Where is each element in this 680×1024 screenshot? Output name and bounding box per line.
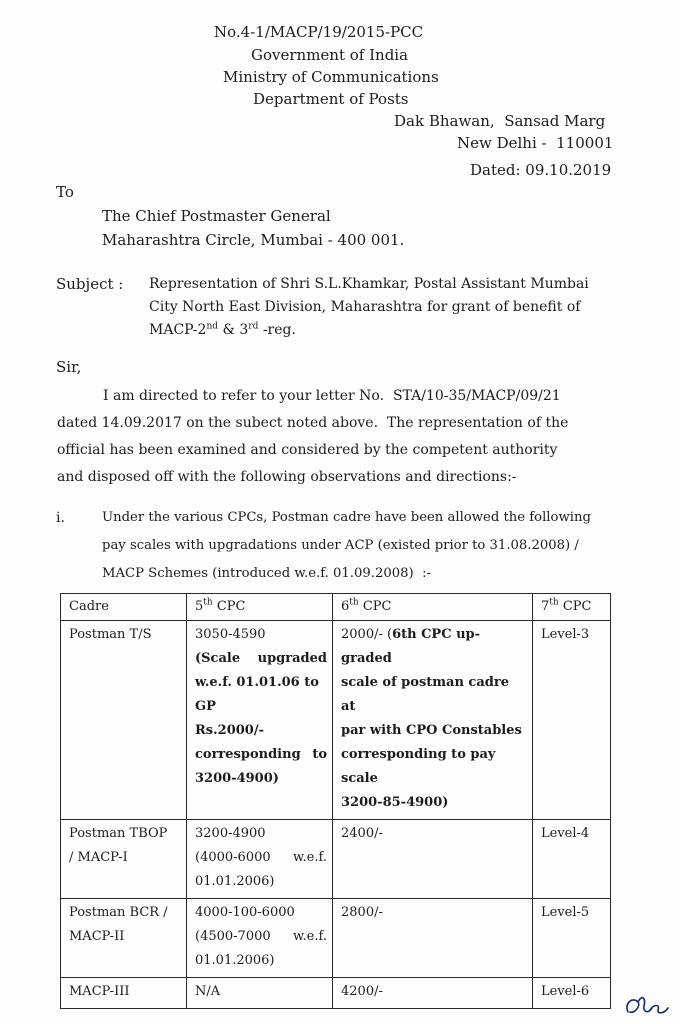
subject-line-3 bbox=[149, 322, 296, 338]
subject-line-1: Representation of Shri S.L.Khamkar, Postal Assistant Mumbai bbox=[149, 276, 589, 292]
table-row bbox=[61, 820, 611, 899]
header-5th-cpc: 5th CPC bbox=[187, 594, 333, 621]
to-label: To bbox=[56, 183, 74, 201]
point-line-2: pay scales with upgradations under ACP (existed prior to 31.08.2008) / bbox=[102, 538, 579, 553]
cpc5-cell: 3200-4900 (4000-6000 w.e.f. 01.01.2006) bbox=[187, 820, 333, 899]
point-line-3: MACP Schemes (introduced w.e.f. 01.09.2008) :- bbox=[102, 566, 431, 581]
header-7th-cpc: 7th CPC bbox=[533, 594, 611, 621]
subject-amp: & 3 bbox=[218, 322, 249, 338]
addressee-line-1: The Chief Postmaster General bbox=[102, 207, 331, 225]
subject-macp: MACP-2 bbox=[149, 322, 207, 338]
address-line-2: New Delhi - 110001 bbox=[457, 134, 614, 152]
table-row bbox=[61, 978, 611, 1009]
government-line: Government of India bbox=[251, 46, 409, 64]
signature-initials bbox=[622, 990, 670, 1020]
body-line-4: and disposed off with the following observations and directions:- bbox=[57, 469, 517, 485]
cpc7-cell: Level-5 bbox=[533, 899, 611, 978]
body-line-2: dated 14.09.2017 on the subect noted above. The representation of the bbox=[57, 415, 569, 431]
cpc6-cell: 4200/- bbox=[333, 978, 533, 1009]
table-header-row bbox=[61, 594, 611, 621]
header-6th-cpc: 6th CPC bbox=[333, 594, 533, 621]
file-number: No.4-1/MACP/19/2015-PCC bbox=[214, 23, 424, 41]
cpc7-cell: Level-3 bbox=[533, 621, 611, 820]
subject-reg: -reg. bbox=[258, 322, 296, 338]
cpc5-cell: 3050-4590 (Scale upgraded w.e.f. 01.01.06 to GP Rs.2000/- corresponding to 3200-4900) bbox=[187, 621, 333, 820]
cadre-cell: Postman TBOP / MACP-I bbox=[61, 820, 187, 899]
ministry-line: Ministry of Communications bbox=[223, 68, 439, 86]
cpc5-cell: N/A bbox=[187, 978, 333, 1009]
salutation: Sir, bbox=[56, 358, 82, 376]
body-line-1: I am directed to refer to your letter No. STA/10-35/MACP/09/21 bbox=[103, 388, 561, 404]
subject-line-2: City North East Division, Maharashtra for grant of benefit of bbox=[149, 299, 581, 315]
cpc6-cell: 2000/- (6th CPC up-graded scale of postman cadre at par with CPO Constables corresponding to pay scale 3200-85-4900) bbox=[333, 621, 533, 820]
point-marker: i. bbox=[56, 510, 65, 526]
department-line: Department of Posts bbox=[253, 90, 409, 108]
subject-sup-rd: rd bbox=[248, 321, 259, 332]
subject-label: Subject : bbox=[56, 275, 124, 293]
cadre-cell: Postman T/S bbox=[61, 621, 187, 820]
letter-date: Dated: 09.10.2019 bbox=[470, 161, 612, 179]
pay-scale-table bbox=[60, 593, 611, 1009]
cpc7-cell: Level-4 bbox=[533, 820, 611, 899]
header-cadre: Cadre bbox=[61, 594, 187, 621]
cpc5-cell: 4000-100-6000 (4500-7000 w.e.f. 01.01.2006) bbox=[187, 899, 333, 978]
subject-sup-nd: nd bbox=[206, 321, 219, 332]
point-line-1: Under the various CPCs, Postman cadre have been allowed the following bbox=[102, 510, 591, 525]
cpc6-cell: 2800/- bbox=[333, 899, 533, 978]
cpc6-cell: 2400/- bbox=[333, 820, 533, 899]
address-line-1: Dak Bhawan, Sansad Marg bbox=[394, 112, 606, 130]
cpc7-cell: Level-6 bbox=[533, 978, 611, 1009]
body-line-3: official has been examined and considered by the competent authority bbox=[57, 442, 558, 458]
table-row bbox=[61, 899, 611, 978]
cadre-cell: MACP-III bbox=[61, 978, 187, 1009]
cadre-cell: Postman BCR / MACP-II bbox=[61, 899, 187, 978]
addressee-line-2: Maharashtra Circle, Mumbai - 400 001. bbox=[102, 231, 405, 249]
table-row bbox=[61, 621, 611, 820]
